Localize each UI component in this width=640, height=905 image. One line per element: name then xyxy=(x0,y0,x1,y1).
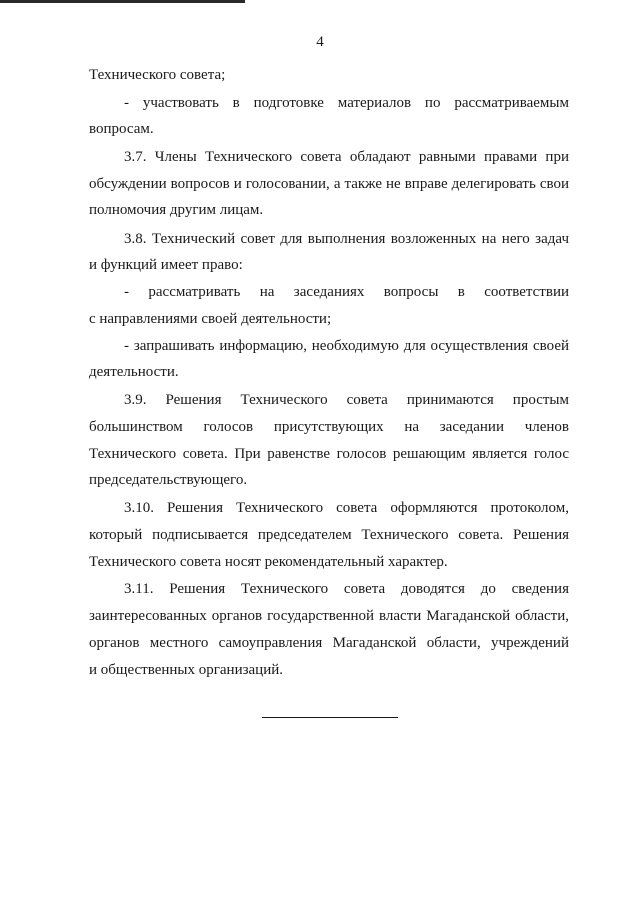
text-line: 3.10. Решения Технического совета оформляются протоколом, xyxy=(124,500,569,516)
text-line: вопросам. xyxy=(89,121,154,137)
end-of-document-rule xyxy=(262,717,398,718)
text-line: обсуждении вопросов и голосовании, а также не вправе делегировать свои xyxy=(89,176,569,192)
text-line: заинтересованных органов государственной власти Магаданской области, xyxy=(89,608,569,624)
text-line: деятельности. xyxy=(89,364,179,380)
text-line: 3.9. Решения Технического совета принимаются простым xyxy=(124,392,569,408)
text-line: Технического совета носят рекомендательный характер. xyxy=(89,554,448,570)
text-line: с направлениями своей деятельности; xyxy=(89,311,332,327)
text-line: председательствующего. xyxy=(89,472,248,488)
text-line: и общественных организаций. xyxy=(89,662,284,678)
text-line: - запрашивать информацию, необходимую для осуществления своей xyxy=(124,338,569,354)
scan-edge-mark xyxy=(0,0,245,3)
text-line: который подписывается председателем Технического совета. Решения xyxy=(89,527,569,543)
text-line: 3.8. Технический совет для выполнения возложенных на него задач xyxy=(124,231,569,247)
text-line: 3.11. Решения Технического совета доводятся до сведения xyxy=(124,581,569,597)
text-line: 3.7. Члены Технического совета обладают равными правами при xyxy=(124,149,569,165)
text-line: Технического совета. При равенстве голосов решающим является голос xyxy=(89,446,569,462)
text-line: - рассматривать на заседаниях вопросы в соответствии xyxy=(124,284,569,300)
text-line: полномочия другим лицам. xyxy=(89,202,264,218)
text-line: большинством голосов присутствующих на заседании членов xyxy=(89,419,569,435)
text-line: и функций имеет право: xyxy=(89,257,243,273)
text-line: органов местного самоуправления Магаданской области, учреждений xyxy=(89,635,569,651)
text-line: - участвовать в подготовке материалов по рассматриваемым xyxy=(124,95,569,111)
text-line: Технического совета; xyxy=(89,67,226,83)
page-number: 4 xyxy=(316,34,324,50)
